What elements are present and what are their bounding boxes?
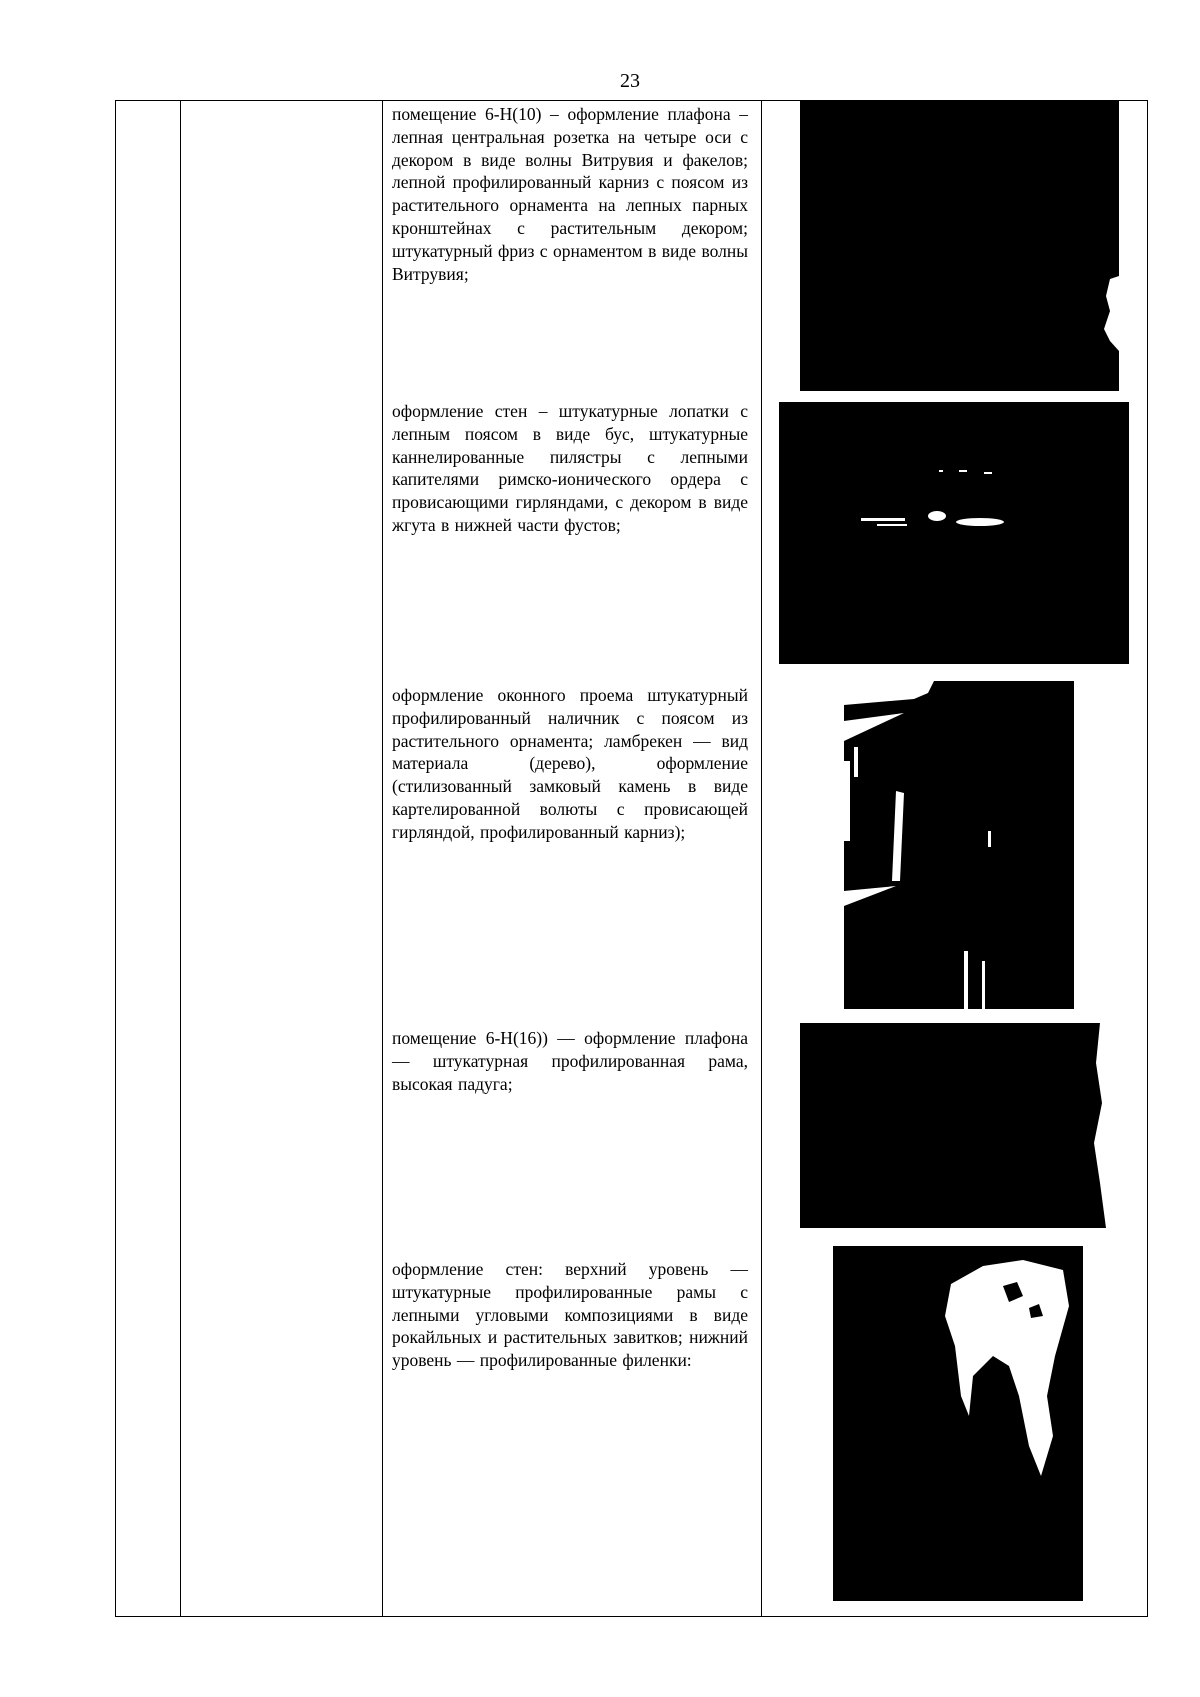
- entry-text-1: помещение 6-Н(10) – оформление плафона – лепная центральная розетка на четыре оси с декором в виде волны Витрувия и факелов; лепной профилированный карниз с поясом из растительного орнамента на лепных парных кронштейнах с растительным декором; штукатурный фриз с орнаментом в виде волны Витрувия;: [392, 104, 748, 284]
- entry-text-5: оформление стен: верхний уровень — штукатурные профилированные рамы с лепными угловыми композициями в виде рокайльных и растительных завитков; нижний уровень — профилированные филенки:: [392, 1259, 748, 1371]
- photo-plafond-frame: [800, 1023, 1112, 1228]
- entry-text-2: оформление стен – штукатурные лопатки с лепным поясом в виде бус, штукатурные каннелированные пилястры с лепными капителями римско-ионического ордера с провисающими гирляндами, с декором в виде жгута в нижней части фустов;: [392, 401, 748, 535]
- photo-wall-panels: [833, 1246, 1083, 1601]
- page-number: 23: [620, 70, 640, 92]
- entry-text-3: оформление оконного проема штукатурный профилированный наличник с поясом из растительного орнамента; ламбрекен — вид материала (дерево), оформление (стилизованный замковый камень в виде картелированной волюты с провисающей гирляндой, профилированный карниз);: [392, 685, 748, 842]
- photo-plafond-rosette: [800, 101, 1119, 391]
- entry-text-4: помещение 6-Н(16)) — оформление плафона — штукатурная профилированная рама, высокая падуга;: [392, 1028, 748, 1094]
- document-table: [115, 100, 1148, 1617]
- column-divider-1: [180, 101, 181, 1616]
- column-divider-3: [761, 101, 762, 1616]
- column-divider-2: [382, 101, 383, 1616]
- photo-wall-pilasters: [779, 402, 1129, 664]
- photo-window-opening: [844, 681, 1074, 1009]
